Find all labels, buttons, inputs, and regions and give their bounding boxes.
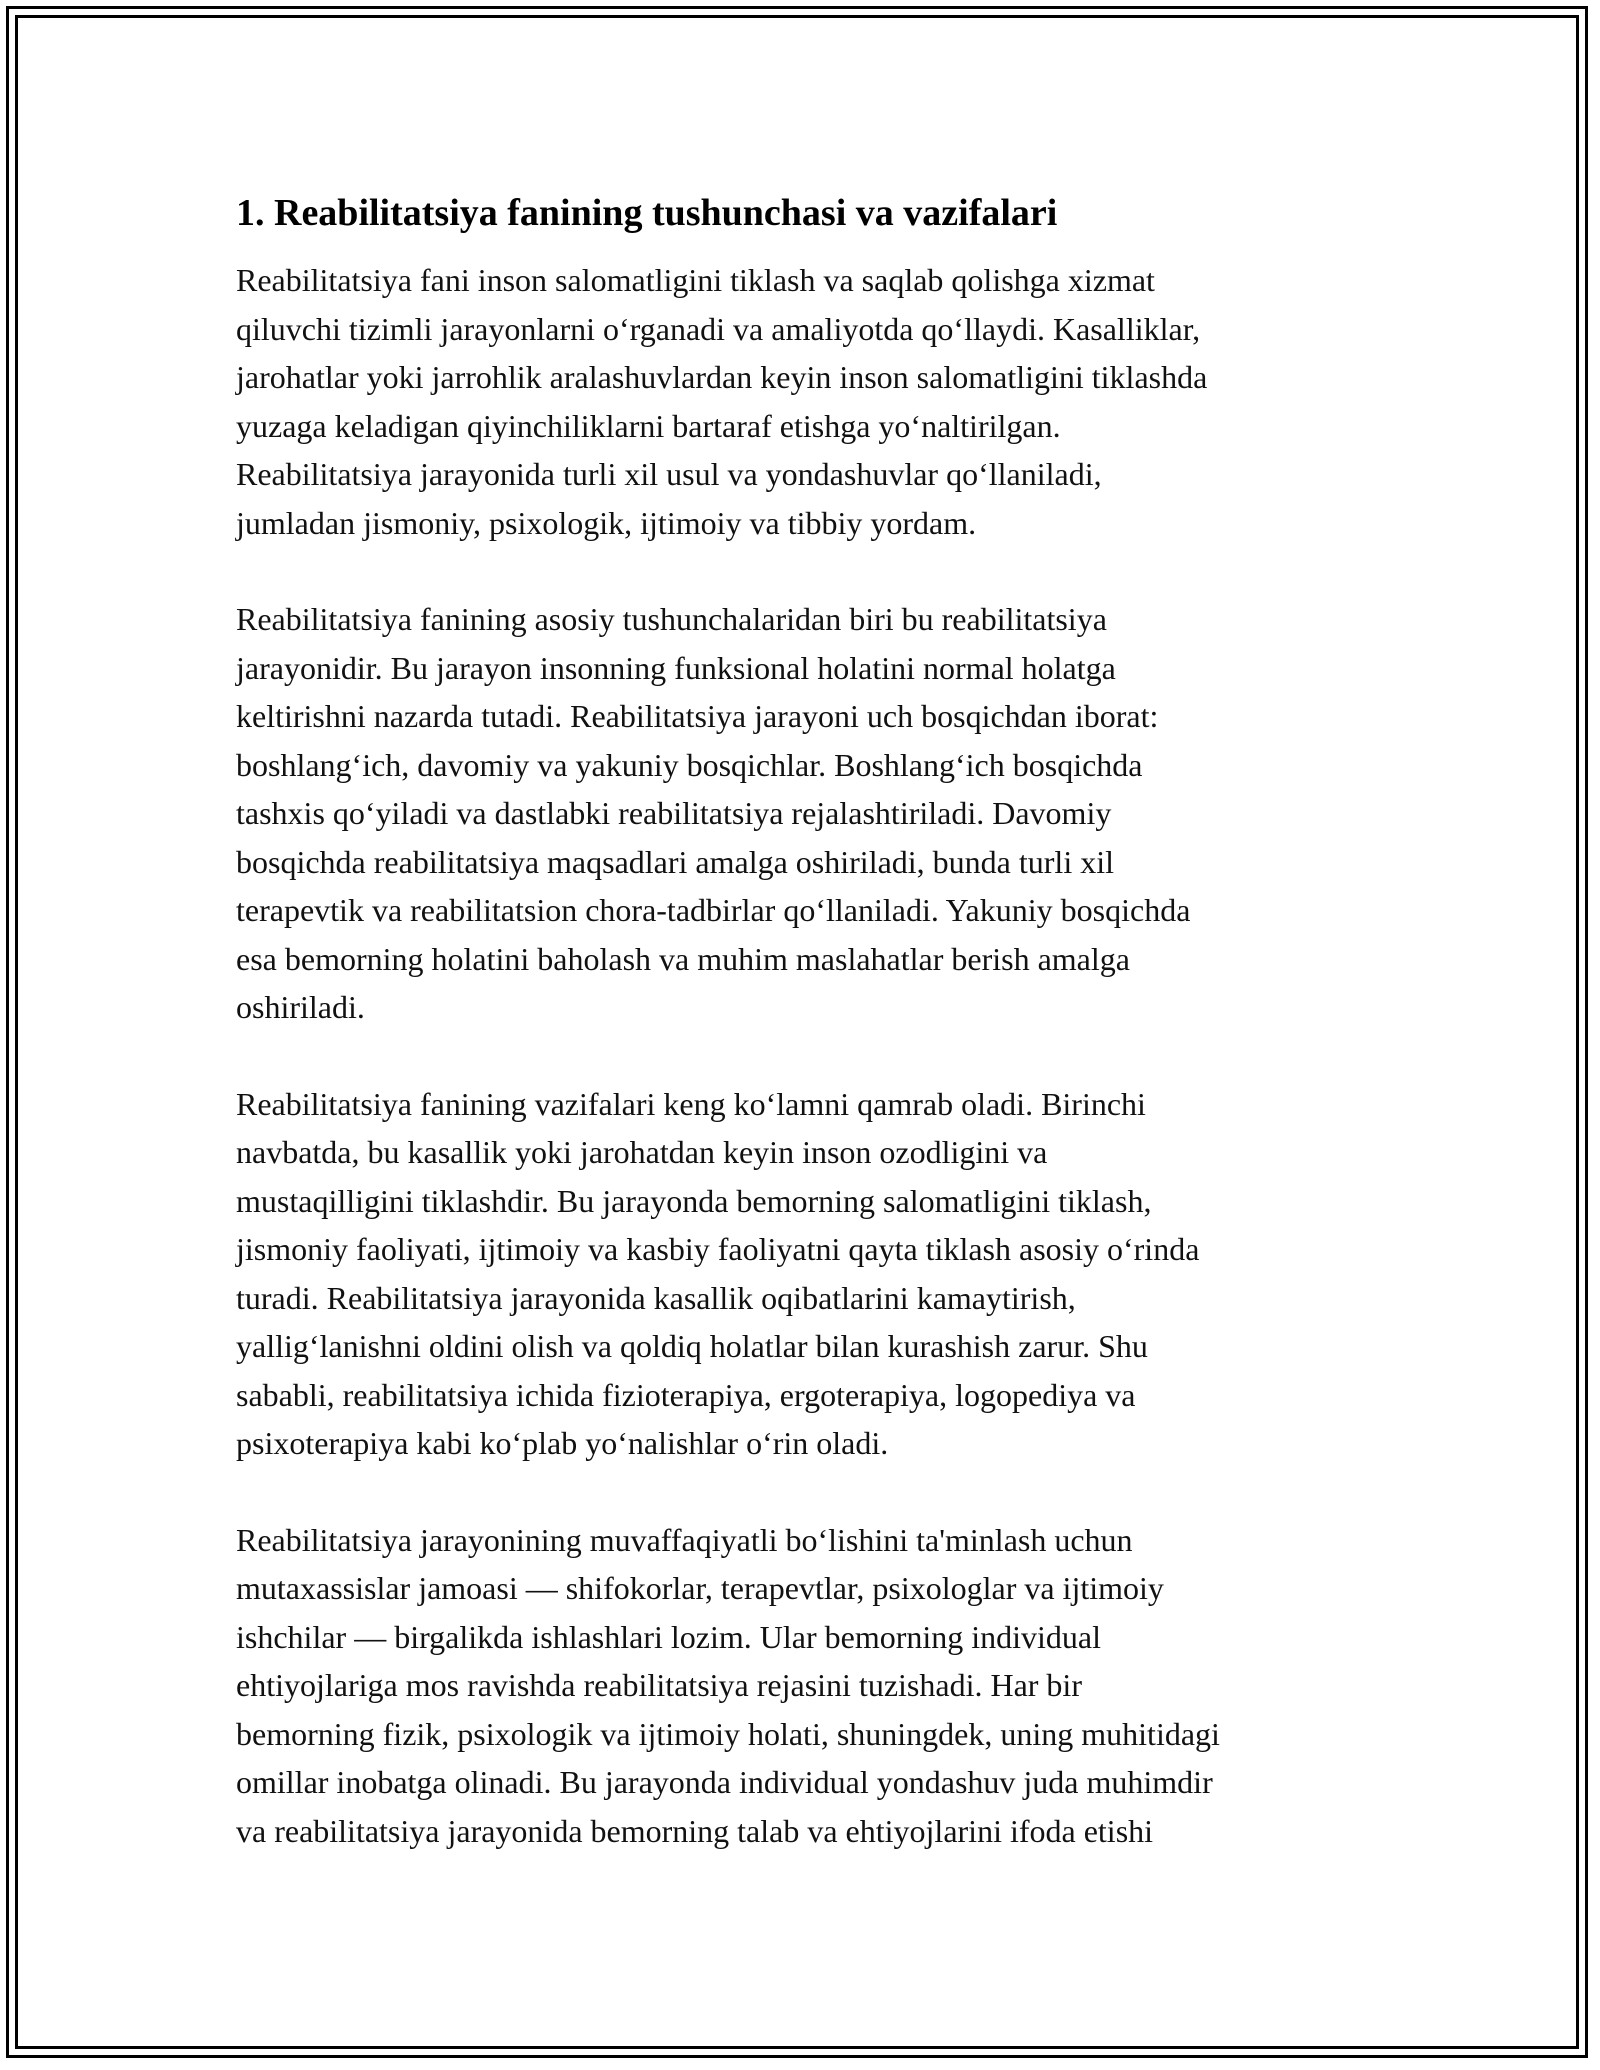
text-line: yuzaga keladigan qiyinchiliklarni bartaraf etishga yo‘naltirilgan. [236, 407, 1061, 444]
text-line: oshiriladi. [236, 989, 365, 1025]
text-line: Reabilitatsiya fanining vazifalari keng ko‘lamni qamrab oladi. Birinchi [236, 1085, 1146, 1122]
text-line: yallig‘lanishni oldini olish va qoldiq holatlar bilan kurashish zarur. Shu [236, 1328, 1148, 1364]
text-line: jumladan jismoniy, psixologik, ijtimoiy va tibbiy yordam. [236, 504, 977, 541]
text-line: ishchilar — birgalikda ishlashlari lozim. Ular bemorning individual [236, 1618, 1102, 1655]
body-paragraph [236, 1080, 1386, 1468]
text-line: va reabilitatsiya jarayonida bemorning talab va ehtiyojlarini ifoda etishi [236, 1812, 1154, 1849]
paragraph-list [236, 256, 1386, 1855]
text-line: turadi. Reabilitatsiya jarayonida kasallik oqibatlarini kamaytirish, [236, 1279, 1076, 1316]
text-line: Reabilitatsiya jarayonida turli xil usul va yondashuvlar qo‘llaniladi, [236, 456, 1102, 492]
text-line: bemorning fizik, psixologik va ijtimoiy holati, shuningdek, uning muhitidagi [236, 1715, 1220, 1752]
text-line: jarohatlar yoki jarrohlik aralashuvlardan keyin inson salomatligini tiklashda [236, 359, 1208, 395]
document-body [236, 190, 1386, 1903]
text-line: keltirishni nazarda tutadi. Reabilitatsiya jarayoni uch bosqichdan iborat: [236, 698, 1159, 734]
text-line: qiluvchi tizimli jarayonlarni o‘rganadi va amaliyotda qo‘llaydi. Kasalliklar, [236, 310, 1201, 347]
text-line: boshlang‘ich, davomiy va yakuniy bosqichlar. Boshlang‘ich bosqichda [236, 746, 1143, 783]
text-line: mustaqilligini tiklashdir. Bu jarayonda bemorning salomatligini tiklash, [236, 1182, 1152, 1219]
text-line: Reabilitatsiya fani inson salomatligini tiklash va saqlab qolishga xizmat [236, 262, 1155, 298]
text-line: terapevtik va reabilitatsion chora-tadbirlar qo‘llaniladi. Yakuniy bosqichda [236, 892, 1191, 928]
text-line: Reabilitatsiya fanining asosiy tushunchalaridan biri bu reabilitatsiya [236, 601, 1107, 637]
text-line: mutaxassislar jamoasi — shifokorlar, terapevtlar, psixologlar va ijtimoiy [236, 1570, 1164, 1606]
text-line: sababli, reabilitatsiya ichida fizioterapiya, ergoterapiya, logopediya va [236, 1376, 1136, 1413]
text-line: ehtiyojlariga mos ravishda reabilitatsiya rejasini tuzishadi. Har bir [236, 1667, 1082, 1703]
text-line: jarayonidir. Bu jarayon insonning funksional holatini normal holatga [236, 649, 1116, 686]
text-line: tashxis qo‘yiladi va dastlabki reabilitatsiya rejalashtiriladi. Davomiy [236, 795, 1112, 831]
text-line: jismoniy faoliyati, ijtimoiy va kasbiy faoliyatni qayta tiklash asosiy o‘rinda [236, 1231, 1200, 1267]
text-line: omillar inobatga olinadi. Bu jarayonda individual yondashuv juda muhimdir [236, 1764, 1213, 1800]
text-line: psixoterapiya kabi ko‘plab yo‘nalishlar o‘rin oladi. [236, 1425, 889, 1461]
section-heading: 1. Reabilitatsiya fanining tushunchasi va vazifalari [236, 192, 1058, 234]
text-line: esa bemorning holatini baholash va muhim maslahatlar berish amalga [236, 940, 1130, 977]
text-line: bosqichda reabilitatsiya maqsadlari amalga oshiriladi, bunda turli xil [236, 843, 1114, 880]
body-paragraph [236, 256, 1386, 547]
body-paragraph [236, 1516, 1386, 1856]
text-line: Reabilitatsiya jarayonining muvaffaqiyatli bo‘lishini ta'minlash uchun [236, 1521, 1133, 1558]
body-paragraph [236, 595, 1386, 1032]
text-line: navbatda, bu kasallik yoki jarohatdan keyin inson ozodligini va [236, 1134, 1048, 1170]
